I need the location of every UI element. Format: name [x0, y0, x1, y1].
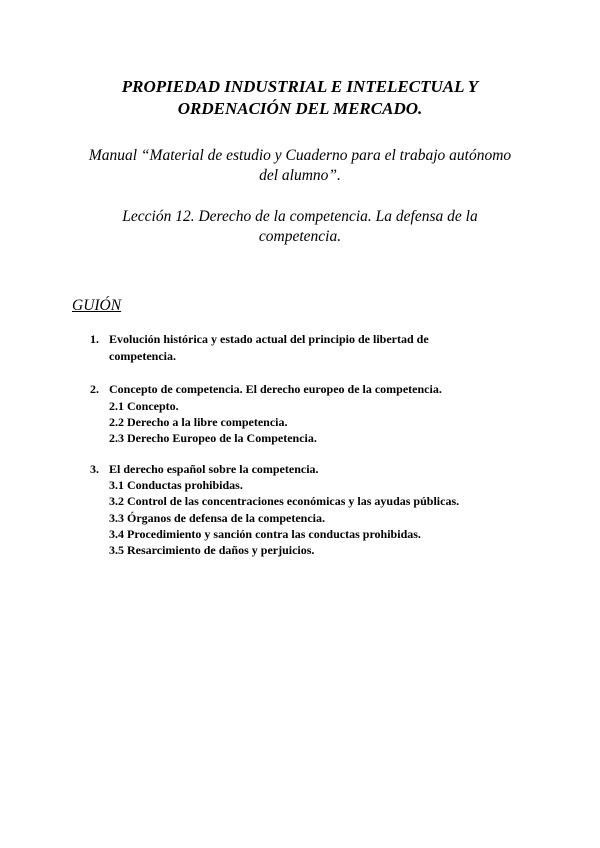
outline-item-1-line-1: Evolución histórica y estado actual del principio de libertad de: [109, 332, 429, 346]
outline-item-1-line-2: competencia.: [109, 349, 176, 363]
lesson-title-line-1: Lección 12. Derecho de la competencia. La defensa de la: [122, 208, 478, 225]
manual-subtitle-line-1: Manual “Material de estudio y Cuaderno para el trabajo autónomo: [88, 147, 512, 164]
outline-item-1-number: 1.: [90, 332, 99, 346]
outline-subitem-3-4: 3.4 Procedimiento y sanción contra las conductas prohibidas.: [109, 527, 421, 541]
document-title-line-2: ORDENACIÓN DEL MERCADO.: [177, 99, 423, 118]
outline-item-3-line-1: El derecho español sobre la competencia.: [109, 462, 319, 476]
outline-subitem-3-2: 3.2 Control de las concentraciones económicas y las ayudas públicas.: [109, 494, 460, 508]
outline-item-2-number: 2.: [90, 382, 99, 396]
outline-subitem-2-2: 2.2 Derecho a la libre competencia.: [109, 415, 288, 429]
outline-item-2-line-1: Concepto de competencia. El derecho europeo de la competencia.: [109, 382, 442, 396]
outline-subitem-2-3: 2.3 Derecho Europeo de la Competencia.: [109, 431, 317, 445]
manual-subtitle-line-2: del alumno”.: [259, 167, 341, 184]
outline-item-3-number: 3.: [90, 462, 99, 476]
outline-subitem-3-3: 3.3 Órganos de defensa de la competencia.: [109, 511, 325, 525]
lesson-title-line-2: competencia.: [258, 228, 342, 245]
outline-heading: GUIÓN: [72, 297, 122, 314]
outline-subitem-2-1: 2.1 Concepto.: [109, 399, 179, 413]
outline-subitem-3-1: 3.1 Conductas prohibidas.: [109, 478, 243, 492]
document-title-line-1: PROPIEDAD INDUSTRIAL E INTELECTUAL Y: [121, 77, 479, 96]
outline-subitem-3-5: 3.5 Resarcimiento de daños y perjuicios.: [109, 543, 315, 557]
